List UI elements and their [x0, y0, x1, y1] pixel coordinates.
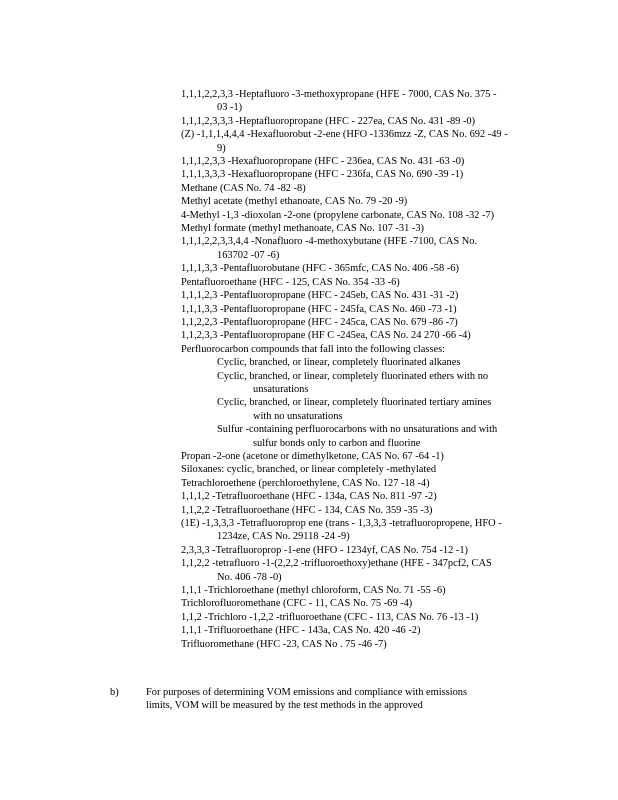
compound-entry: 1,1,1,2,3,3 -Hexafluoropropane (HFC - 236ea, CAS No. 431 -63 -0) — [181, 156, 465, 168]
compound-entry: (Z) -1,1,1,4,4,4 -Hexafluorobut -2-ene (HFO -1336mzz -Z, CAS No. 692 -49 - 9) — [181, 129, 508, 154]
compound-entry: 4-Methyl -1,3 -dioxolan -2-one (propylene carbonate, CAS No. 108 -32 -7) — [181, 209, 495, 221]
compound-entry: 1,1,2 -Trichloro -1,2,2 -trifluoroethane (CFC - 113, CAS No. 76 -13 -1) — [181, 611, 479, 623]
compound-entry: Methane (CAS No. 74 -82 -8) — [181, 182, 306, 194]
compound-entry: Trifluoromethane (HFC -23, CAS No . 75 -46 -7) — [181, 638, 387, 650]
perfluorocarbon-heading: Perfluorocarbon compounds that fall into the following classes: — [181, 343, 446, 355]
compound-list — [181, 88, 541, 651]
compound-entry: 1,1,2,3,3 -Pentafluoropropane (HF C -245ea, CAS No. 24 270 -66 -4) — [181, 330, 471, 342]
compound-entry: 1,1,1,2 -Tetrafluoroethane (HFC - 134a, CAS No. 811 -97 -2) — [181, 491, 437, 503]
compound-entry: Methyl acetate (methyl ethanoate, CAS No. 79 -20 -9) — [181, 196, 408, 208]
compound-entry: Siloxanes: cyclic, branched, or linear completely -methylated — [181, 464, 437, 476]
compound-entry: Trichlorofluoromethane (CFC - 11, CAS No. 75 -69 -4) — [181, 598, 413, 610]
compound-entry: Propan -2-one (acetone or dimethylketone, CAS No. 67 -64 -1) — [181, 450, 444, 462]
compound-entry: 1,1,2,2 -Tetrafluoroethane (HFC - 134, CAS No. 359 -35 -3) — [181, 504, 433, 516]
compound-entry: (1E) -1,3,3,3 -Tetrafluoroprop ene (trans - 1,3,3,3 -tetrafluoropropene, HFO - 1234ze, CAS No. 29118 -24 -9) — [181, 518, 502, 543]
compound-entry: 1,1,1,2,2,3,3,4,4 -Nonafluoro -4-methoxybutane (HFE -7100, CAS No. 163702 -07 -6) — [181, 236, 478, 261]
compound-entry: 2,3,3,3 -Tetrafluoroprop -1-ene (HFO - 1234yf, CAS No. 754 -12 -1) — [181, 544, 468, 556]
perfluorocarbon-classes — [181, 356, 541, 450]
compound-entry: Methyl formate (methyl methanoate, CAS No. 107 -31 -3) — [181, 223, 424, 235]
compound-entry: 1,1,1,3,3,3 -Hexafluoropropane (HFC - 236fa, CAS No. 690 -39 -1) — [181, 169, 464, 181]
perfluorocarbon-class: Cyclic, branched, or linear, completely fluorinated ethers with no unsaturations — [217, 370, 489, 395]
perfluorocarbon-class: Sulfur -containing perfluorocarbons with no unsaturations and with sulfur bonds only to carbon and fluorine — [217, 424, 498, 449]
compound-entry: 1,1,1,2,3 -Pentafluoropropane (HFC - 245eb, CAS No. 431 -31 -2) — [181, 290, 459, 302]
compound-entry: 1,1,1,2,3,3,3 -Heptafluoropropane (HFC - 227ea, CAS No. 431 -89 -0) — [181, 115, 476, 127]
compound-entry: 1,1,1,3,3 -Pentafluorobutane (HFC - 365mfc, CAS No. 406 -58 -6) — [181, 263, 459, 275]
compound-entry: 1,1,1 -Trifluoroethane (HFC - 143a, CAS No. 420 -46 -2) — [181, 625, 421, 637]
perfluorocarbon-class: Cyclic, branched, or linear, completely fluorinated tertiary amines with no unsaturations — [217, 397, 492, 422]
compound-entry: Pentafluoroethane (HFC - 125, CAS No. 354 -33 -6) — [181, 276, 400, 288]
compound-entry: 1,1,1,3,3 -Pentafluoropropane (HFC - 245fa, CAS No. 460 -73 -1) — [181, 303, 457, 315]
compound-entry: Tetrachloroethene (perchloroethylene, CAS No. 127 -18 -4) — [181, 477, 430, 489]
list-marker: b) — [110, 687, 119, 698]
compound-entry: 1,1,2,2,3 -Pentafluoropropane (HFC - 245ca, CAS No. 679 -86 -7) — [181, 316, 458, 328]
perfluorocarbon-class: Cyclic, branched, or linear, completely fluorinated alkanes — [217, 357, 461, 369]
compound-entry: 1,1,1,2,2,3,3 -Heptafluoro -3-methoxypropane (HFE - 7000, CAS No. 375 - 03 -1) — [181, 89, 497, 114]
compound-entry: 1,1,1 -Trichloroethane (methyl chloroform, CAS No. 71 -55 -6) — [181, 585, 446, 597]
paragraph-b-text: For purposes of determining VOM emissions and compliance with emissions limits, VOM will be measured by the test methods in the approved — [146, 687, 468, 712]
compound-entry: 1,1,2,2 -tetrafluoro -1-(2,2,2 -trifluoroethoxy)ethane (HFE - 347pcf2, CAS No. 406 -78 -0) — [181, 558, 492, 583]
